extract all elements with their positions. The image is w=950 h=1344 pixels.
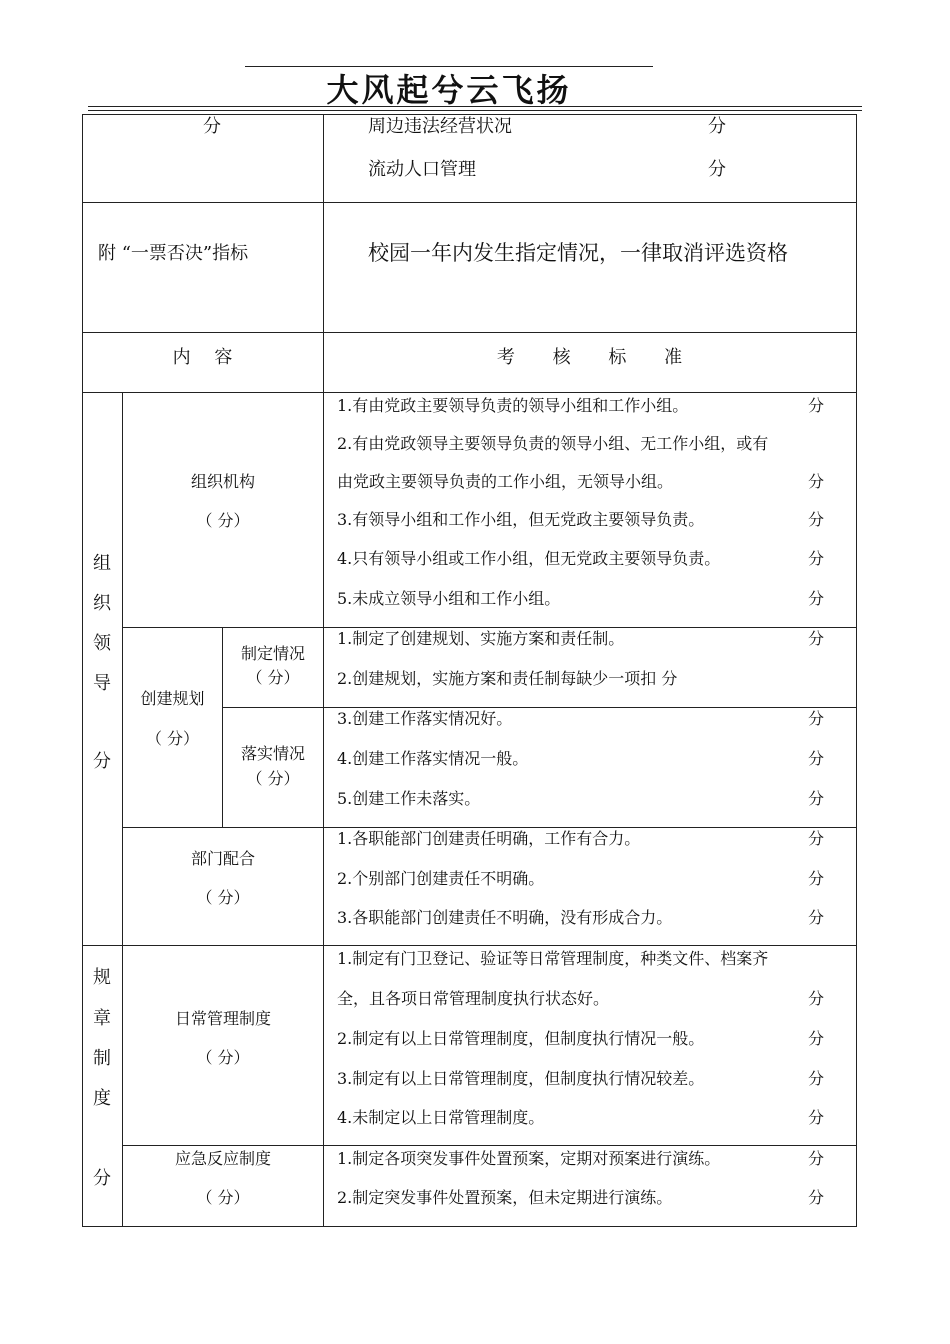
org-category-char: 导: [93, 673, 111, 694]
departments-item: 1.各职能部门创建责任明确，工作有合力。: [337, 829, 641, 848]
emergency-score: （ 分）: [196, 1188, 250, 1207]
org-structure-item: 2.有由党政领导主要领导负责的领导小组、无工作小组，或有: [337, 434, 769, 453]
daily-item: 3.制定有以上日常管理制度，但制度执行情况较差。: [337, 1069, 705, 1088]
score-unit: 分: [808, 589, 825, 608]
score-unit: 分: [808, 789, 825, 808]
implement-item: 4.创建工作落实情况一般。: [337, 749, 529, 768]
score-unit: 分: [808, 1069, 825, 1088]
grid-line: [82, 332, 857, 333]
org-category-char: 分: [93, 751, 111, 772]
rules-category-char: 制: [93, 1048, 111, 1069]
header-title: 大风起兮云飞扬: [326, 71, 572, 109]
making-label: 制定情况: [240, 644, 305, 663]
grid-line: [323, 114, 324, 1227]
daily-score: （ 分）: [196, 1048, 250, 1067]
making-score: （ 分）: [246, 668, 300, 687]
planning-label: 创建规划: [140, 689, 205, 708]
implement-score: （ 分）: [246, 769, 300, 788]
daily-item: 全，且各项日常管理制度执行状态好。: [337, 989, 610, 1008]
making-item: 2.创建规划，实施方案和责任制每缺少一项扣 分: [337, 669, 678, 688]
score-unit: 分: [808, 989, 825, 1008]
grid-line: [82, 392, 857, 393]
emergency-item: 1.制定各项突发事件处置预案，定期对预案进行演练。: [337, 1149, 721, 1168]
veto-text: 校园一年内发生指定情况，一律取消评选资格: [368, 241, 788, 265]
org-structure-score: （ 分）: [196, 511, 250, 530]
grid-line: [82, 114, 83, 1227]
org-structure-item: 4.只有领导小组或工作小组，但无党政主要领导负责。: [337, 549, 721, 568]
content-header: 内 容: [172, 347, 233, 368]
departments-item: 3.各职能部门创建责任不明确，没有形成合力。: [337, 908, 673, 927]
org-category-char: 组: [93, 553, 111, 574]
daily-item: 2.制定有以上日常管理制度，但制度执行情况一般。: [337, 1029, 705, 1048]
emergency-item: 2.制定突发事件处置预案，但未定期进行演练。: [337, 1188, 673, 1207]
grid-line: [82, 1226, 857, 1227]
emergency-label: 应急反应制度: [174, 1149, 271, 1168]
grid-line: [82, 945, 857, 946]
standard-header: 考 核 标 准: [496, 347, 683, 368]
org-structure-item: 3.有领导小组和工作小组，但无党政主要领导负责。: [337, 510, 705, 529]
org-structure-label: 组织机构: [190, 472, 255, 491]
veto-label: 附 “一票否决”指标: [98, 243, 249, 264]
daily-item: 1.制定有门卫登记、验证等日常管理制度，种类文件、档案齐: [337, 949, 769, 968]
score-unit: 分: [808, 629, 825, 648]
score-unit: 分: [808, 549, 825, 568]
org-structure-item: 5.未成立领导小组和工作小组。: [337, 589, 561, 608]
illegal-business-label: 周边违法经营状况: [368, 116, 512, 137]
score-unit: 分: [808, 396, 825, 415]
grid-line: [223, 707, 857, 708]
planning-score: （ 分）: [145, 729, 200, 748]
grid-line: [856, 114, 857, 1227]
grid-line: [123, 1145, 857, 1146]
score-unit: 分: [808, 869, 825, 888]
score-unit: 分: [808, 829, 825, 848]
score-unit: 分: [808, 908, 825, 927]
departments-item: 2.个别部门创建责任不明确。: [337, 869, 545, 888]
implement-item: 5.创建工作未落实。: [337, 789, 481, 808]
floating-population-score: 分: [708, 159, 726, 180]
making-item: 1.制定了创建规划、实施方案和责任制。: [337, 629, 625, 648]
implement-item: 3.创建工作落实情况好。: [337, 709, 513, 728]
illegal-business-score: 分: [708, 116, 726, 137]
score-unit: 分: [808, 709, 825, 728]
rules-category-char: 章: [93, 1008, 111, 1029]
org-category-char: 领: [93, 633, 111, 654]
score-unit: 分: [808, 1108, 825, 1127]
floating-population-label: 流动人口管理: [368, 159, 476, 180]
departments-score: （ 分）: [196, 888, 250, 907]
score-unit: 分: [808, 749, 825, 768]
top-row-score: 分: [203, 116, 221, 137]
implement-label: 落实情况: [240, 744, 305, 763]
grid-line: [82, 114, 857, 115]
header-rule-bottom: [88, 106, 862, 107]
score-unit: 分: [808, 1188, 825, 1207]
org-structure-item: 由党政主要领导负责的工作小组，无领导小组。: [337, 472, 674, 491]
org-category-char: 织: [93, 593, 111, 614]
score-unit: 分: [808, 1029, 825, 1048]
score-unit: 分: [808, 472, 825, 491]
rules-category-char: 分: [93, 1168, 111, 1189]
header-rule-bottom-2: [88, 110, 862, 111]
daily-label: 日常管理制度: [174, 1009, 271, 1028]
org-structure-item: 1.有由党政主要领导负责的领导小组和工作小组。: [337, 396, 689, 415]
rules-category-char: 规: [93, 967, 111, 988]
score-unit: 分: [808, 510, 825, 529]
departments-label: 部门配合: [190, 849, 255, 868]
daily-item: 4.未制定以上日常管理制度。: [337, 1108, 545, 1127]
grid-line: [82, 202, 857, 203]
score-unit: 分: [808, 1149, 825, 1168]
rules-category-char: 度: [93, 1088, 111, 1109]
